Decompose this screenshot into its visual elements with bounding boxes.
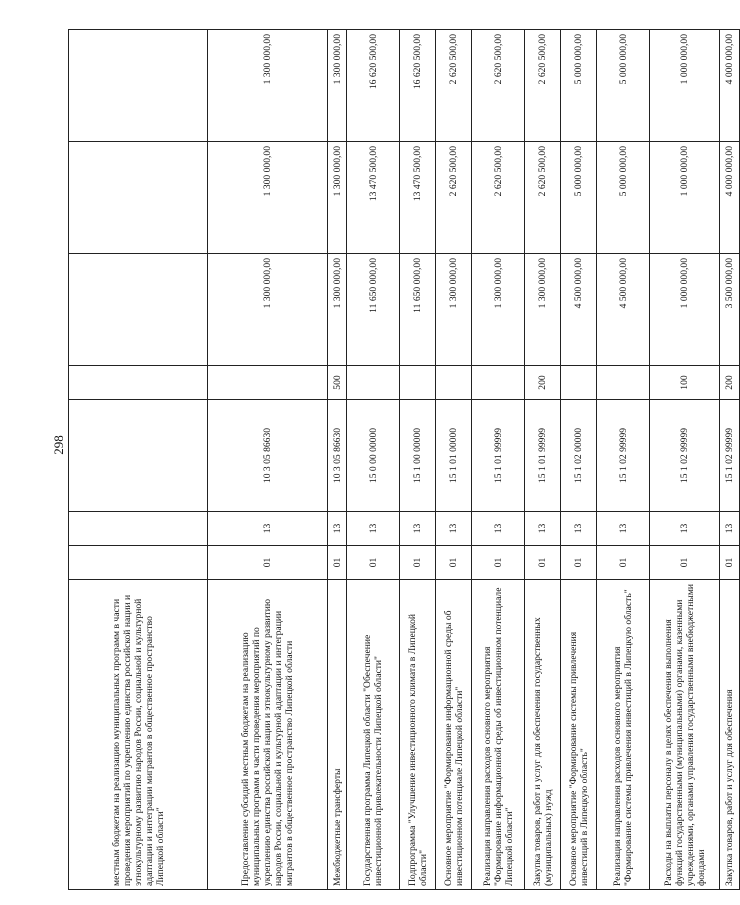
target-article-cell: 10 3 05 86630 [328, 400, 347, 512]
subsection-code-cell: 13 [597, 512, 650, 546]
amount-year2-cell: 2 620 500,00 [436, 142, 472, 254]
expense-type-cell [597, 366, 650, 400]
amount-year3-cell: 16 620 500,00 [400, 30, 436, 142]
subsection-code-cell: 13 [400, 512, 436, 546]
amount-year3-cell: 2 620 500,00 [472, 30, 525, 142]
amount-year1-cell: 4 500 000,00 [561, 254, 597, 366]
section-code-cell [69, 546, 208, 580]
table-row [208, 30, 328, 890]
section-code-cell: 01 [720, 546, 740, 580]
amount-year1-cell: 11 650 000,00 [400, 254, 436, 366]
expense-type-cell [561, 366, 597, 400]
expense-type-cell [69, 366, 208, 400]
table-row [472, 30, 525, 890]
section-code-cell: 01 [525, 546, 561, 580]
amount-year3-cell: 2 620 500,00 [525, 30, 561, 142]
row-name-cell: Предоставление субсидий местным бюджетам на реализацию муниципальных программ в части проведения мероприятий по укреплению единства российской нации и этнокультурному развитию народов России, социальной и культурной адаптации и интеграции мигрантов в общественное пространство Липецкой области [208, 580, 328, 890]
amount-year1-cell: 1 300 000,00 [328, 254, 347, 366]
amount-year1-cell [69, 254, 208, 366]
subsection-code-cell: 13 [525, 512, 561, 546]
amount-year2-cell: 2 620 500,00 [525, 142, 561, 254]
amount-year2-cell: 1 000 000,00 [650, 142, 720, 254]
subsection-code-cell: 13 [720, 512, 740, 546]
table-row [69, 30, 208, 890]
amount-year3-cell: 1 300 000,00 [208, 30, 328, 142]
row-name-cell: Подпрограмма "Улучшение инвестиционного климата в Липецкой области" [400, 580, 436, 890]
subsection-code-cell [69, 512, 208, 546]
amount-year3-cell: 5 000 000,00 [561, 30, 597, 142]
expense-type-cell [208, 366, 328, 400]
amount-year3-cell: 16 620 500,00 [347, 30, 400, 142]
section-code-cell: 01 [328, 546, 347, 580]
target-article-cell: 15 1 01 99999 [472, 400, 525, 512]
row-name-cell: Основное мероприятие "Формирование системы привлечения инвестиций в Липецкую область" [561, 580, 597, 890]
table-row [525, 30, 561, 890]
section-code-cell: 01 [208, 546, 328, 580]
amount-year1-cell: 11 650 000,00 [347, 254, 400, 366]
amount-year1-cell: 3 500 000,00 [720, 254, 740, 366]
budget-table-container [68, 30, 740, 890]
row-name-cell: Реализация направления расходов основного мероприятия "Формирование информационной среды об инвестиционном потенциале Липецкой области" [472, 580, 525, 890]
row-name-cell: Расходы на выплаты персоналу в целях обеспечения выполнения функций государственными (муниципальными) органами, казенными учреждениями, органами управления государственными внебюджетными фондами [650, 580, 720, 890]
table-row [720, 30, 740, 890]
target-article-cell: 10 3 05 86630 [208, 400, 328, 512]
amount-year1-cell: 1 300 000,00 [472, 254, 525, 366]
amount-year2-cell: 4 000 000,00 [720, 142, 740, 254]
row-name-cell: Реализация направления расходов основного мероприятия "Формирование системы привлечения инвестиций в Липецкую область" [597, 580, 650, 890]
target-article-cell: 15 1 01 99999 [525, 400, 561, 512]
amount-year2-cell: 5 000 000,00 [561, 142, 597, 254]
amount-year2-cell [69, 142, 208, 254]
table-row [400, 30, 436, 890]
expense-type-cell: 100 [650, 366, 720, 400]
amount-year1-cell: 1 300 000,00 [525, 254, 561, 366]
amount-year2-cell: 2 620 500,00 [472, 142, 525, 254]
subsection-code-cell: 13 [208, 512, 328, 546]
amount-year2-cell: 13 470 500,00 [347, 142, 400, 254]
subsection-code-cell: 13 [347, 512, 400, 546]
row-name-cell: Основное мероприятие "Формирование информационной среды об инвестиционном потенциале Липецкой области" [436, 580, 472, 890]
target-article-cell: 15 1 02 99999 [597, 400, 650, 512]
amount-year3-cell: 2 620 500,00 [436, 30, 472, 142]
amount-year3-cell: 4 000 000,00 [720, 30, 740, 142]
table-row [650, 30, 720, 890]
section-code-cell: 01 [347, 546, 400, 580]
subsection-code-cell: 13 [436, 512, 472, 546]
expense-type-cell: 200 [720, 366, 740, 400]
section-code-cell: 01 [597, 546, 650, 580]
amount-year1-cell: 1 000 000,00 [650, 254, 720, 366]
row-name-cell: Межбюджетные трансферты [328, 580, 347, 890]
section-code-cell: 01 [561, 546, 597, 580]
amount-year3-cell: 1 300 000,00 [328, 30, 347, 142]
section-code-cell: 01 [650, 546, 720, 580]
amount-year2-cell: 13 470 500,00 [400, 142, 436, 254]
amount-year2-cell: 1 300 000,00 [328, 142, 347, 254]
expense-type-cell: 200 [525, 366, 561, 400]
row-name-cell: Государственная программа Липецкой области "Обеспечение инвестиционной привлекательности Липецкой области" [347, 580, 400, 890]
amount-year1-cell: 1 300 000,00 [436, 254, 472, 366]
expense-type-cell [436, 366, 472, 400]
target-article-cell [69, 400, 208, 512]
target-article-cell: 15 0 00 00000 [347, 400, 400, 512]
target-article-cell: 15 1 02 00000 [561, 400, 597, 512]
amount-year3-cell: 1 000 000,00 [650, 30, 720, 142]
table-row [328, 30, 347, 890]
section-code-cell: 01 [400, 546, 436, 580]
budget-table-body [69, 30, 740, 890]
expense-type-cell [400, 366, 436, 400]
target-article-cell: 15 1 01 00000 [436, 400, 472, 512]
table-row [597, 30, 650, 890]
table-row [436, 30, 472, 890]
target-article-cell: 15 1 00 00000 [400, 400, 436, 512]
expense-type-cell [472, 366, 525, 400]
subsection-code-cell: 13 [561, 512, 597, 546]
amount-year1-cell: 4 500 000,00 [597, 254, 650, 366]
table-row [561, 30, 597, 890]
amount-year2-cell: 1 300 000,00 [208, 142, 328, 254]
expense-type-cell [347, 366, 400, 400]
target-article-cell: 15 1 02 99999 [650, 400, 720, 512]
row-name-cell: местным бюджетам на реализацию муниципальных программ в части проведения мероприятий по укреплению единства российской нации и этнокультурному развитию народов России, социальной и культурной адаптации и интеграции мигрантов в общественное пространство Липецкой области" [69, 580, 208, 890]
page-number: 298 [51, 435, 66, 455]
expense-type-cell: 500 [328, 366, 347, 400]
section-code-cell: 01 [436, 546, 472, 580]
row-name-cell: Закупка товаров, работ и услуг для обеспечения [720, 580, 740, 890]
subsection-code-cell: 13 [328, 512, 347, 546]
amount-year3-cell [69, 30, 208, 142]
amount-year2-cell: 5 000 000,00 [597, 142, 650, 254]
row-name-cell: Закупка товаров, работ и услуг для обеспечения государственных (муниципальных) нужд [525, 580, 561, 890]
amount-year1-cell: 1 300 000,00 [208, 254, 328, 366]
subsection-code-cell: 13 [650, 512, 720, 546]
subsection-code-cell: 13 [472, 512, 525, 546]
amount-year3-cell: 5 000 000,00 [597, 30, 650, 142]
table-row [347, 30, 400, 890]
target-article-cell: 15 1 02 99999 [720, 400, 740, 512]
budget-table [68, 29, 740, 890]
section-code-cell: 01 [472, 546, 525, 580]
